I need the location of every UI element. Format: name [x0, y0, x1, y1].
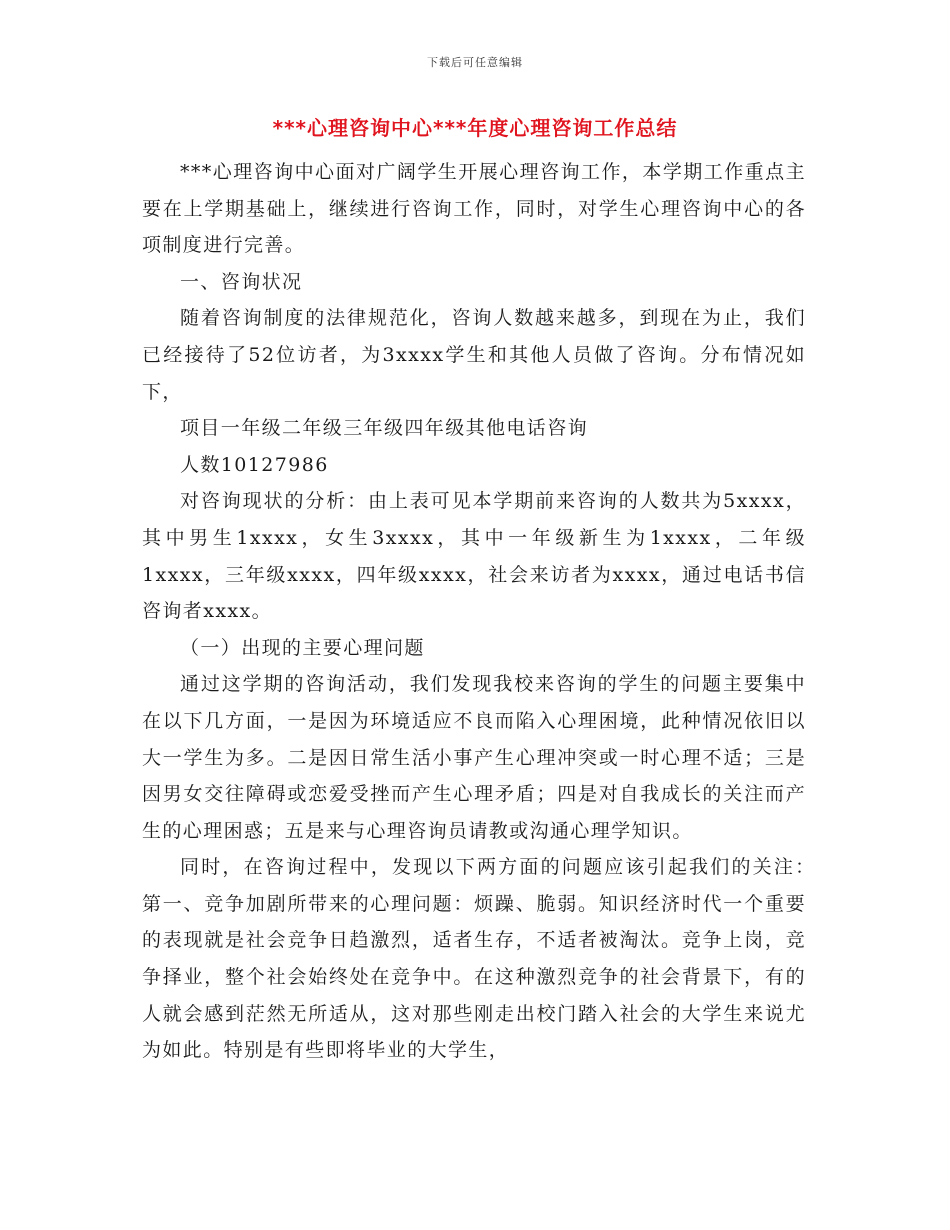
paragraph-analysis: 对咨询现状的分析：由上表可见本学期前来咨询的人数共为5xxxx，其中男生1xxxx，女生3xxxx，其中一年级新生为1xxxx，二年级1xxxx，三年级xxxx，四年级xxxx，社会来访者为xxxx，通过电话书信咨询者xxxx。: [142, 490, 806, 623]
subsection-heading-main-issues: （一）出现的主要心理问题: [180, 636, 425, 659]
paragraph-main-issues: 通过这学期的咨询活动，我们发现我校来咨询的学生的问题主要集中在以下几方面，一是因为环境适应不良而陷入心理困境，此种情况依旧以大一学生为多。二是因日常生活小事产生心理冲突或一时心理不适；三是因男女交往障碍或恋爱受挫而产生心理矛盾；四是对自我成长的关注而产生的心理困惑；五是来与心理咨询员请教或沟通心理学知识。: [142, 673, 806, 842]
paragraph-consultation-count: 随着咨询制度的法律规范化，咨询人数越来越多，到现在为止，我们已经接待了52位访者，为3xxxx学生和其他人员做了咨询。分布情况如下，: [142, 307, 806, 403]
paragraph-table-values: 人数10127986: [180, 453, 329, 476]
header-note: 下载后可任意编辑: [427, 56, 523, 69]
paragraph-table-header: 项目一年级二年级三年级四年级其他电话咨询: [180, 417, 589, 440]
document-title: ***心理咨询中心***年度心理咨询工作总结: [272, 116, 678, 140]
paragraph-intro: ***心理咨询中心面对广阔学生开展心理咨询工作，本学期工作重点主要在上学期基础上，继续进行咨询工作，同时，对学生心理咨询中心的各项制度进行完善。: [142, 161, 806, 257]
document-body: [142, 154, 847, 1069]
section-heading-consultation-status: 一、咨询状况: [180, 270, 303, 293]
paragraph-attention: 同时，在咨询过程中，发现以下两方面的问题应该引起我们的关注： 第一、竞争加剧所带来的心理问题：烦躁、脆弱。知识经济时代一个重要的表现就是社会竞争日趋激烈，适者生存，不适者被淘汰。竞争上岗，竞争择业，整个社会始终处在竞争中。在这种激烈竞争的社会背景下，有的人就会感到茫然无所适从，这对那些刚走出校门踏入社会的大学生来说尤为如此。特别是有些即将毕业的大学生，: [142, 856, 847, 1062]
